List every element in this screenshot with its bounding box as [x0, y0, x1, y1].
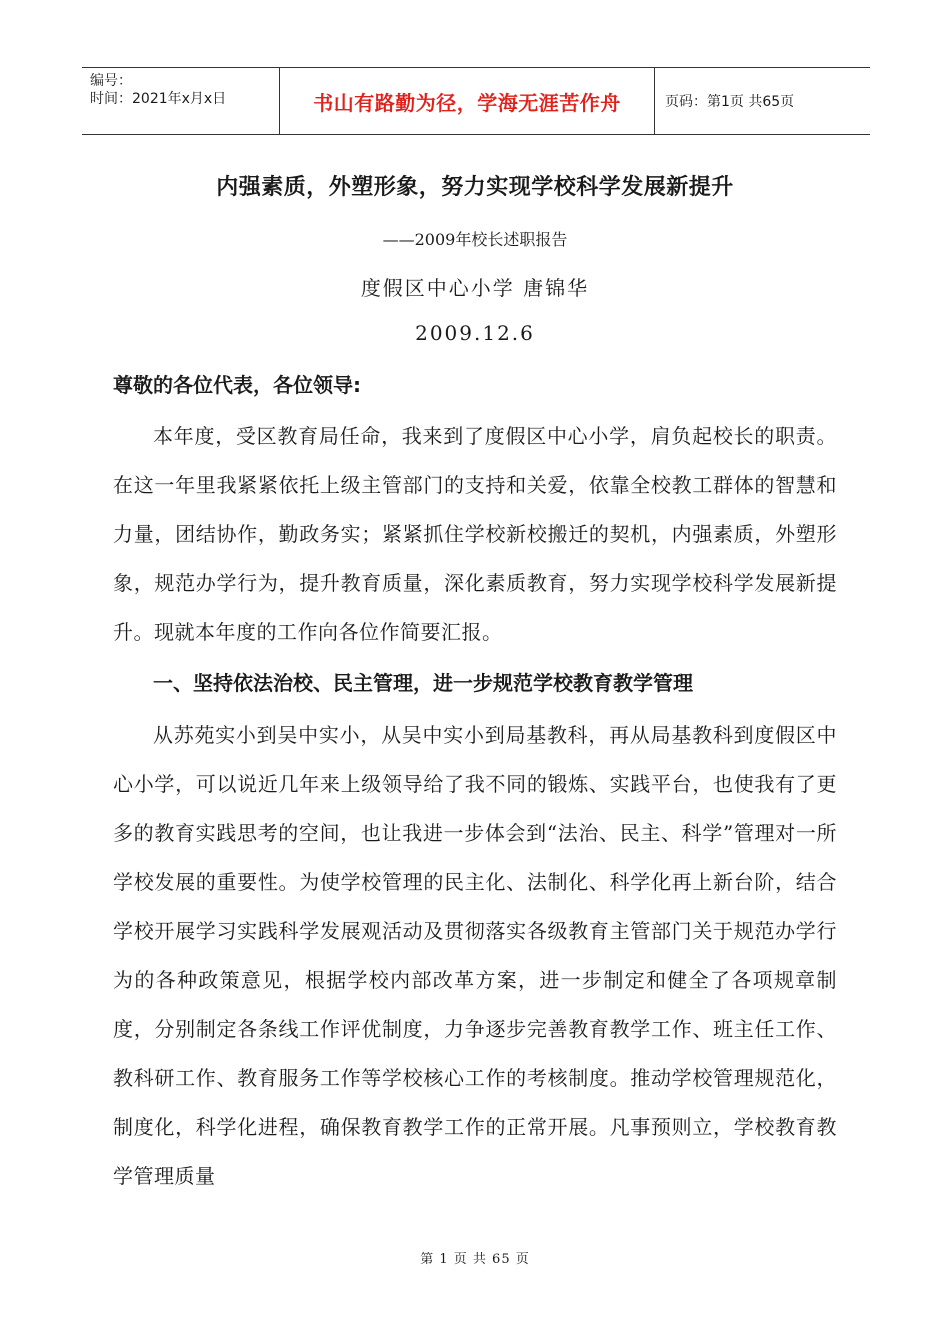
- paragraph-2: 从苏苑实小到吴中实小，从吴中实小到局基教科，再从局基教科到度假区中心小学，可以说近几年来上级领导给了我不同的锻炼、实践平台，也使我有了更多的教育实践思考的空间，也让我进一步体会到“法治、民主、科学”管理对一所学校发展的重要性。为使学校管理的民主化、法制化、科学化再上新台阶，结合学校开展学习实践科学发展观活动及贯彻落实各级教育主管部门关于规范办学行为的各种政策意见，根据学校内部改革方案，进一步制定和健全了各项规章制度，分别制定各条线工作评优制度，力争逐步完善教育教学工作、班主任工作、教科研工作、教育服务工作等学校核心工作的考核制度。推动学校管理规范化，制度化，科学化进程，确保教育教学工作的正常开展。凡事预则立，学校教育教学管理质量: [113, 723, 837, 1188]
- paragraph-1: 本年度，受区教育局任命，我来到了度假区中心小学，肩负起校长的职责。在这一年里我紧紧依托上级主管部门的支持和关爱，依靠全校教工群体的智慧和力量，团结协作，勤政务实；紧紧抓住学校新校搬迁的契机，内强素质，外塑形象，规范办学行为，提升教育质量，深化素质教育，努力实现学校科学发展新提升。现就本年度的工作向各位作简要汇报。: [113, 424, 837, 644]
- time-label: 时间：2021年x月x日: [90, 91, 227, 107]
- salutation: 尊敬的各位代表，各位领导:: [113, 373, 361, 397]
- header-page-cell: [655, 68, 870, 134]
- header-motto-cell: [280, 68, 655, 134]
- document-date: 2009.12.6: [415, 321, 535, 345]
- page-footer: 第 1 页 共 65 页: [420, 1252, 530, 1267]
- document-author: 度假区中心小学 唐锦华: [360, 276, 590, 300]
- header-page-info: 页码：第1页 共65页: [665, 94, 795, 110]
- header-motto: 书山有路勤为径，学海无涯苦作舟: [313, 90, 621, 115]
- header-meta: [82, 68, 280, 134]
- document-title: 内强素质，外塑形象，努力实现学校科学发展新提升: [216, 175, 734, 200]
- number-label: 编号：: [90, 73, 132, 89]
- document-header: [82, 67, 870, 135]
- section-1-heading: 一、坚持依法治校、民主管理，进一步规范学校教育教学管理: [153, 671, 693, 695]
- document-subtitle: ——2009年校长述职报告: [382, 230, 568, 249]
